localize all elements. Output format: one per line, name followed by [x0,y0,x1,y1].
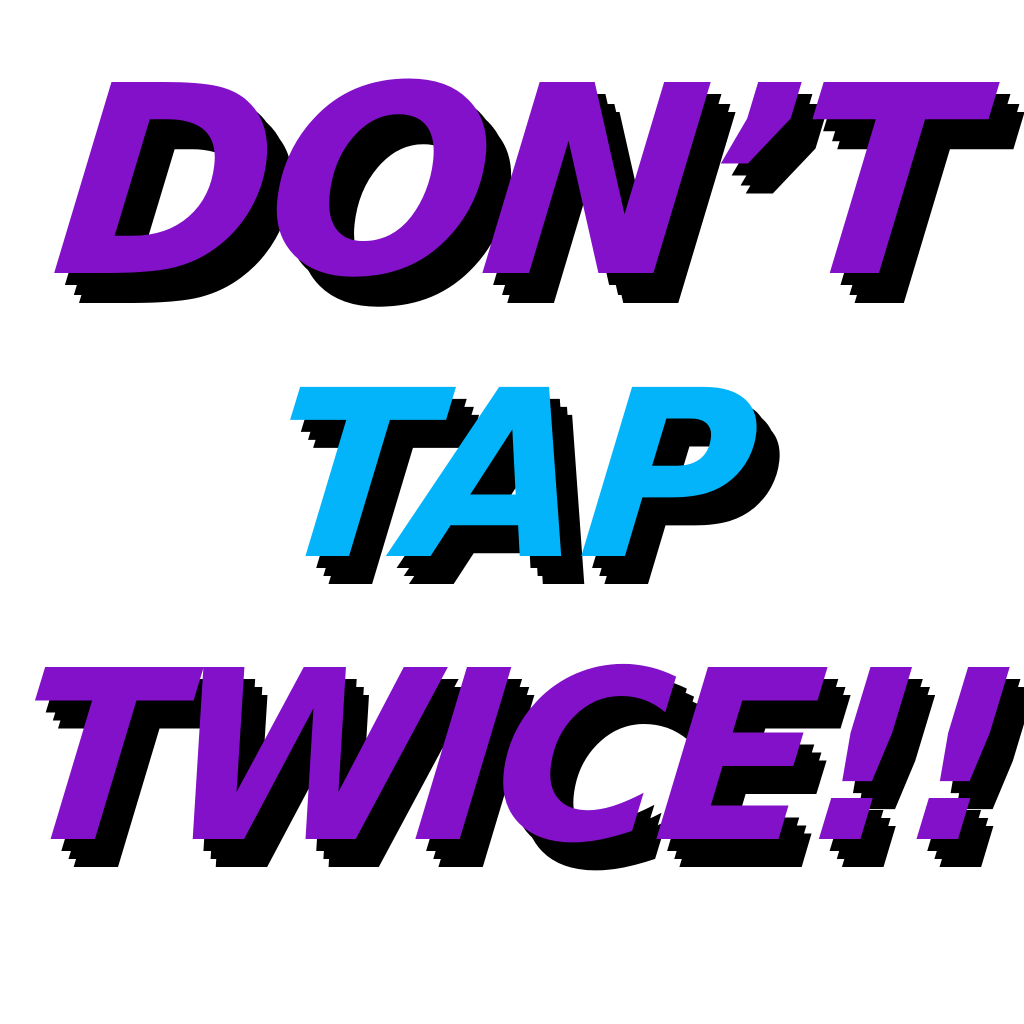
title-line-tap: TAP [258,341,766,611]
title-line-twice: TWICE!! [3,620,1021,895]
title-line-dont: DON’T [42,30,982,335]
